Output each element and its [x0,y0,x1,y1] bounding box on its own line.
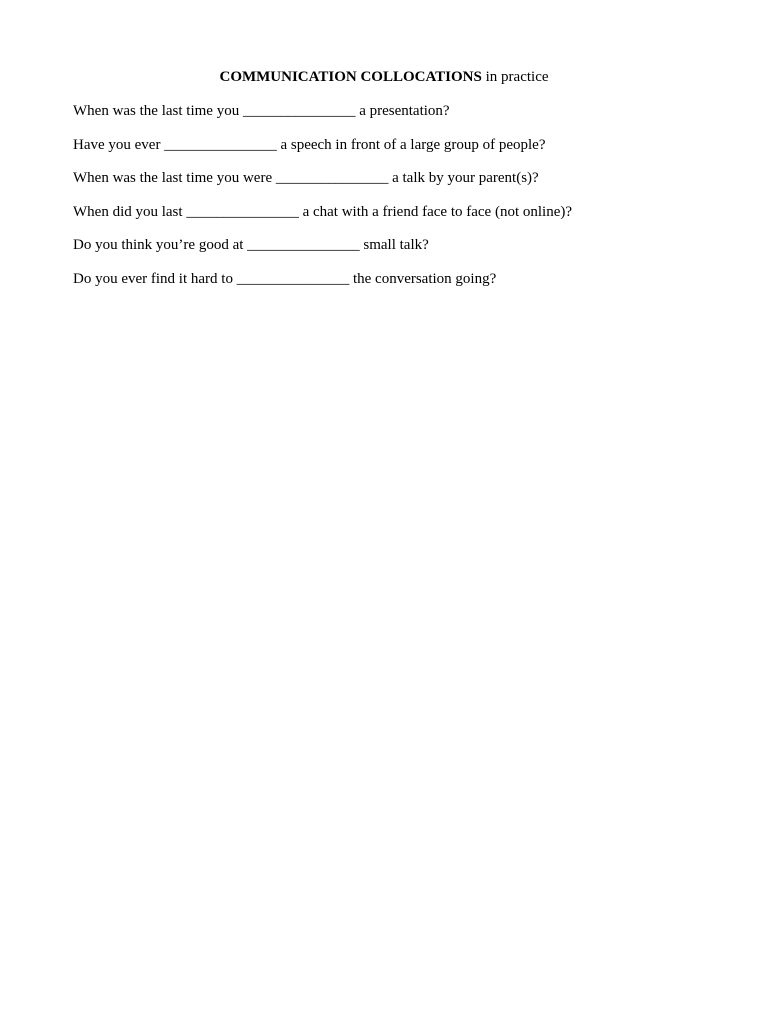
question-3: When was the last time you were _______________ a talk by your parent(s)? [73,170,539,186]
question-5: Do you think you’re good at _______________ small talk? [73,237,429,253]
question-4: When did you last _______________ a chat with a friend face to face (not online)? [73,203,573,220]
question-6: Do you ever find it hard to _______________ the conversation going? [73,270,497,287]
question-list [73,101,713,302]
title-rest: in practice [481,69,549,85]
question-1: When was the last time you _______________ a presentation? [73,103,450,119]
title-bold: COMMUNICATION COLLOCATIONS [219,69,482,85]
question-2: Have you ever _______________ a speech in front of a large group of people? [73,136,546,153]
page-title [0,67,768,87]
